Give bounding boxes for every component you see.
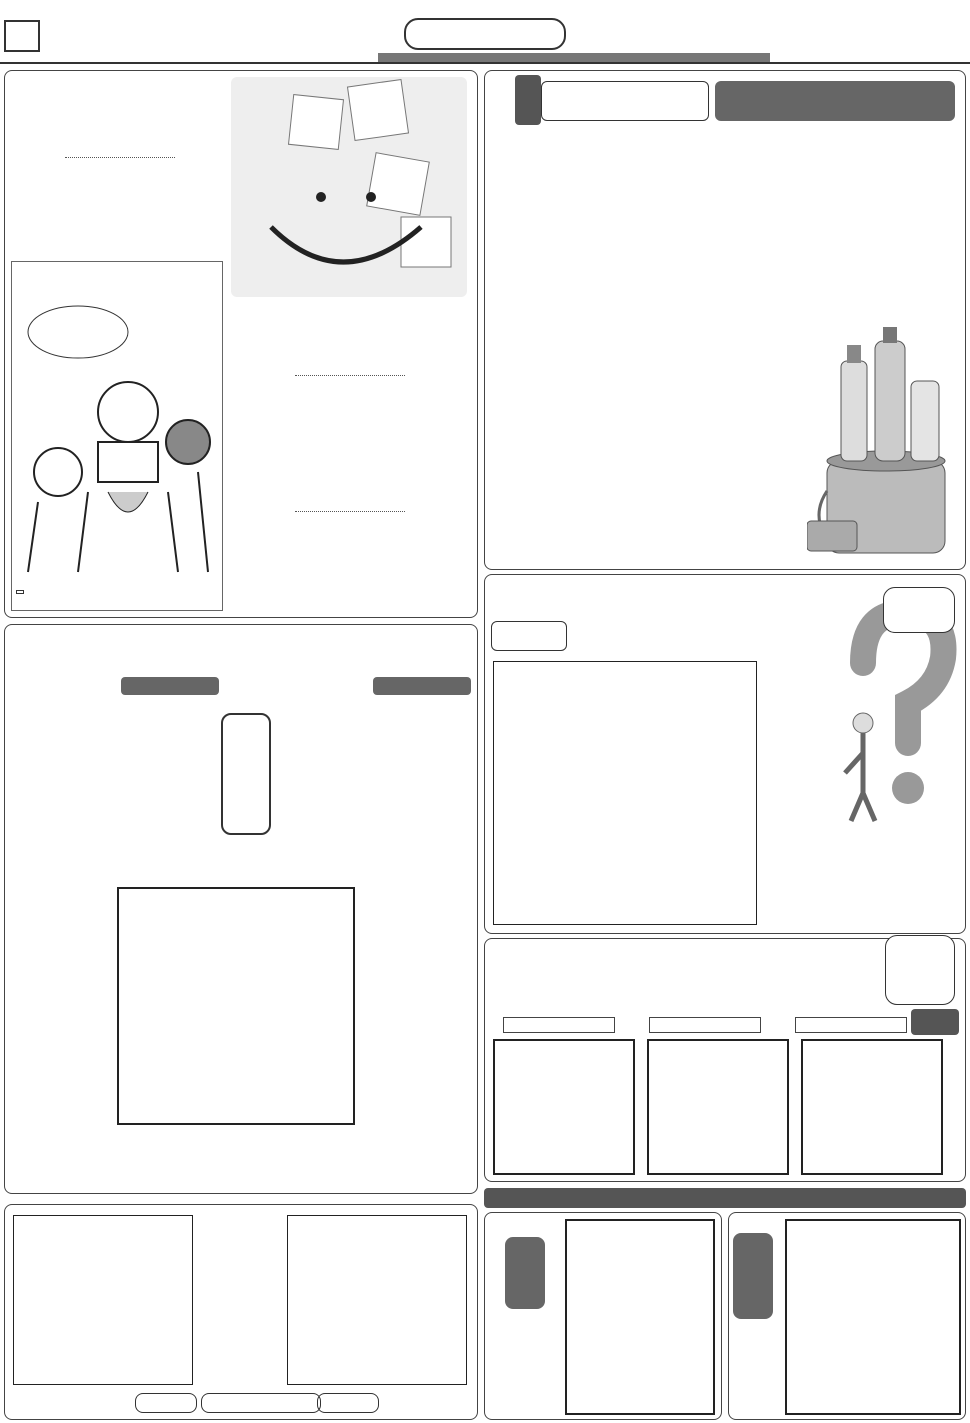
wordsearch-words [765,827,961,927]
article-col-3 [493,169,645,561]
header-special [121,677,219,695]
sudoku-grid-medium[interactable] [647,1039,789,1175]
cartoon-box [11,261,223,611]
joke-decade [231,417,467,489]
wordsearch-tag [883,587,955,633]
divider-2 [295,511,405,512]
sudoku-grid-easy[interactable] [493,1039,635,1175]
answer-label-title [201,1393,321,1413]
crossword-row-numbers [357,887,371,1125]
wordsearch-number [491,621,567,651]
crossword-tag [221,713,271,835]
cartoon-drawing-icon [18,292,218,582]
answer-label-normal [317,1393,379,1413]
kenken-tag [505,1237,545,1309]
strap-bar [378,53,770,62]
sudoku-number [911,1009,959,1035]
sudoku-level-hard [795,1017,907,1033]
crossword-answer-box [4,1204,478,1420]
clues-normal-across-2 [377,875,473,1055]
wordsearch-desc [581,589,821,649]
cleaning-supplies-image [807,321,959,561]
joke-fun [231,323,467,359]
divider-1 [295,375,405,376]
kakuro-tag [733,1233,773,1319]
clues-normal-across [277,713,473,873]
wordsearch-box [484,574,966,934]
wordsearch-grid[interactable] [493,661,757,925]
logo [858,2,966,56]
page-number [4,20,40,52]
smile-station-header [231,77,467,297]
article-lead [495,127,957,163]
sudoku-box [484,938,966,1182]
humor-column [4,70,478,618]
article-col-2 [651,169,803,561]
masthead [0,0,970,62]
crossword-grid[interactable] [117,887,355,1125]
smiley-notes-icon [231,77,467,297]
header-normal [373,677,471,695]
kakuro-solution-grid [785,1219,961,1415]
crossword-answer-grid-special [13,1215,193,1385]
cleaning-article [484,70,966,570]
crossword-answer-grid-normal [287,1215,467,1385]
cleaning-bucket-icon [807,321,959,561]
answers-title-bar [484,1188,966,1208]
sudoku-level-medium [649,1017,761,1033]
sudoku-level-easy [503,1017,615,1033]
masthead-rule [0,62,970,64]
sudoku-tag [885,935,955,1005]
article-kicker [541,81,709,121]
kenken-solution-grid [565,1219,715,1415]
sudoku-grid-hard[interactable] [801,1039,943,1175]
cartoon-credit [16,590,24,594]
answer-label-special [135,1393,197,1413]
crossword-column-numbers [117,873,355,885]
clues-special-down [13,851,109,1151]
article-title-bar [715,81,955,121]
section-title [404,18,566,50]
joke-top [11,81,223,137]
joke-taxi [231,561,467,609]
exclamation-mark [515,75,541,125]
joke-apartment [11,195,223,245]
crossword-box [4,624,478,1194]
clues-special [13,699,217,839]
kenken-answer-box [484,1212,722,1420]
smiley-divider-icon [65,157,175,158]
kakuro-answer-box [728,1212,966,1420]
